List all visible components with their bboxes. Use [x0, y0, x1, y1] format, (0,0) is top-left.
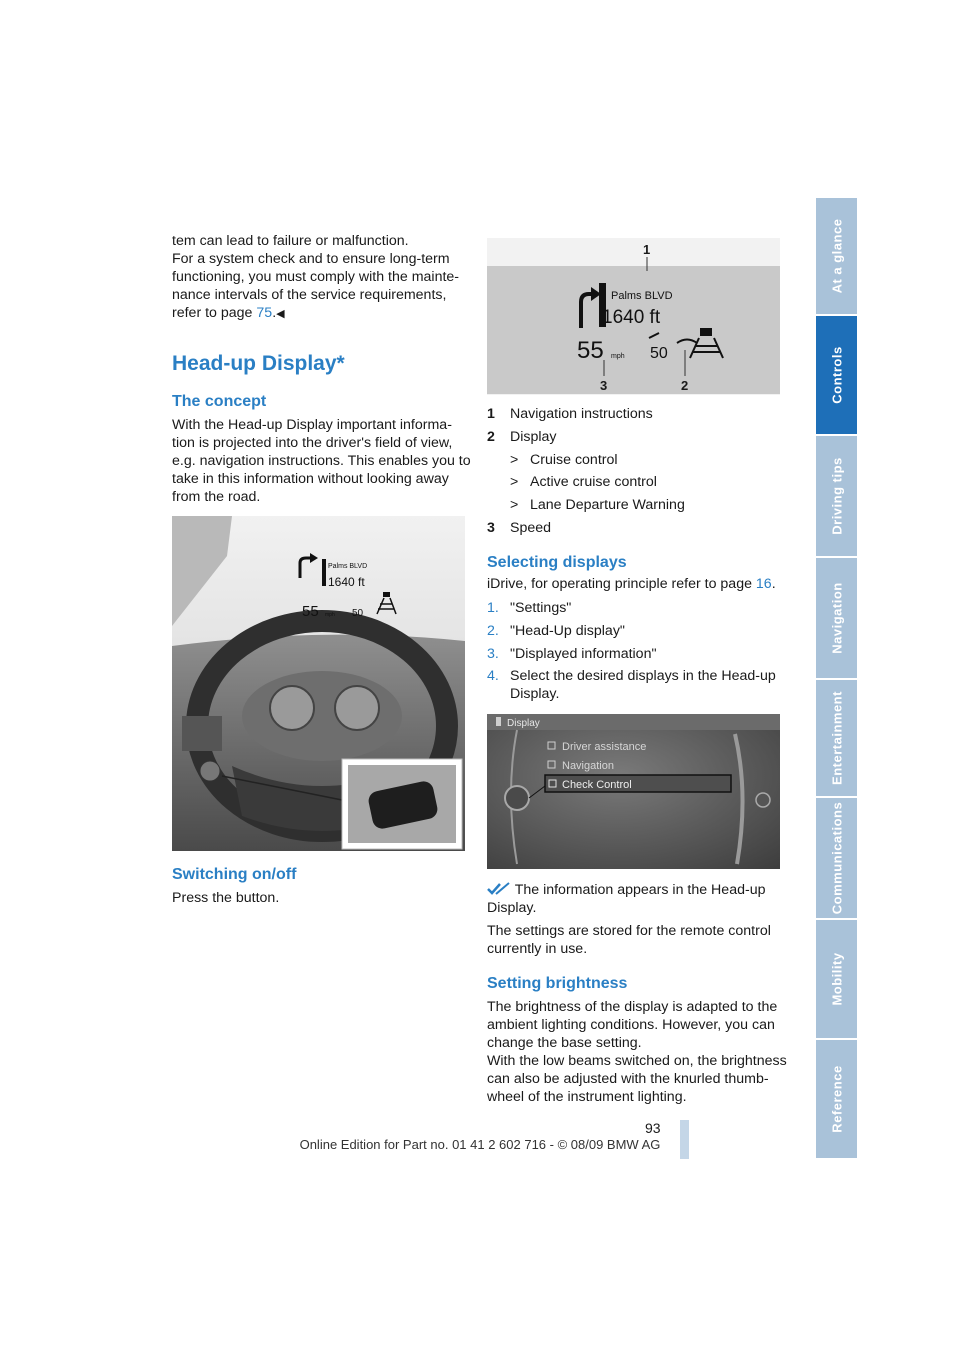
info-paragraph: The information appears in the Head-up Display.: [487, 882, 766, 916]
footer-text: Online Edition for Part no. 01 41 2 602 716 - © 08/09 BMW AG: [299, 1137, 661, 1152]
step-item: 4. Select the desired displays in the Head-up: [487, 668, 776, 684]
end-mark-icon: ◀: [276, 308, 285, 320]
switch-text: Press the button.: [172, 890, 280, 906]
steps-list: [487, 599, 787, 704]
svg-text:mph: mph: [325, 612, 335, 618]
subheading-selecting: Selecting displays: [487, 554, 627, 571]
photo-street: Palms BLVD: [328, 563, 368, 570]
screen-item-check-control: Check Control: [562, 779, 632, 791]
legend-item: 1 Navigation instructions: [487, 406, 653, 422]
selecting-intro: iDrive, for operating principle refer to page 16.: [487, 576, 776, 592]
intro-line: functioning, you must comply with the mainte-: [172, 269, 460, 285]
diagram-speed: 55: [577, 337, 604, 364]
hud-diagram: [487, 238, 780, 395]
chapter-tabs: [816, 198, 857, 1160]
subheading-concept: The concept: [172, 393, 267, 410]
idrive-screen: [487, 714, 780, 869]
subheading-switching: Switching on/off: [172, 866, 297, 883]
controller-knob-icon: [505, 786, 529, 810]
svg-text:mph: mph: [611, 353, 625, 360]
tab-navigation[interactable]: Navigation: [816, 558, 857, 680]
subheading-brightness: Setting brightness: [487, 975, 628, 992]
refer-line: refer to page 75.◀: [172, 305, 285, 321]
step-item: 1. "Settings": [487, 600, 572, 616]
section-heading: Head-up Display*: [172, 352, 345, 375]
screen-item-driver-assistance: Driver assistance: [562, 741, 647, 753]
brightness-paragraph: The brightness of the display is adapted to the ambient lighting conditions. However, you can change the base setting. With the low beams switched on, the brightness can also be adjusted with the knurled thumb- wheel of the instrument lighting.: [487, 999, 787, 1105]
diagram-distance: 1640 ft: [602, 307, 661, 328]
photo-cruise: 50: [352, 608, 364, 619]
step-item-cont: Display.: [510, 686, 560, 702]
diagram-street: Palms BLVD: [611, 290, 673, 302]
tab-entertainment[interactable]: Entertainment: [816, 680, 857, 798]
checkmark-icon: [487, 882, 511, 896]
photo-distance: 1640 ft: [328, 575, 365, 589]
cockpit-illustration: [172, 516, 465, 851]
screen-item-navigation: Navigation: [562, 760, 614, 772]
photo-speed: 55: [302, 603, 319, 620]
tab-communications[interactable]: Communications: [816, 798, 857, 920]
intro-line: nance intervals of the service requirements,: [172, 287, 447, 303]
legend-item: 3 Speed: [487, 520, 552, 536]
stored-paragraph: The settings are stored for the remote control currently in use.: [487, 923, 771, 957]
callout-2: 2: [681, 378, 689, 393]
intro-line: tem can lead to failure or malfunction.: [172, 233, 409, 249]
step-item: 2. "Head-Up display": [487, 623, 625, 639]
bullet-item: > Cruise control: [510, 452, 618, 468]
hud-cockpit-photo: [172, 516, 465, 851]
page-number: 93: [645, 1120, 661, 1136]
step-item: 3. "Displayed information": [487, 646, 657, 662]
tab-at-a-glance[interactable]: At a glance: [816, 198, 857, 316]
tab-controls[interactable]: Controls: [816, 316, 857, 436]
concept-paragraph: With the Head-up Display important informa- tion is projected into the driver's field of view, e.g. navigation instructions. This enables you to take in this information without looking away from the road.: [172, 417, 471, 505]
tab-mobility[interactable]: Mobility: [816, 920, 857, 1040]
page-link-16[interactable]: 16: [755, 576, 772, 592]
legend-item: 2 Display: [487, 429, 557, 445]
screen-title: Display: [507, 718, 540, 729]
page-link-75[interactable]: 75: [256, 305, 273, 321]
callout-3: 3: [600, 378, 608, 393]
callout-1: 1: [643, 242, 651, 257]
diagram-cruise: 50: [650, 345, 668, 362]
tab-driving-tips[interactable]: Driving tips: [816, 436, 857, 558]
bullet-item: > Active cruise control: [510, 474, 657, 490]
bullet-item: > Lane Departure Warning: [510, 497, 685, 513]
intro-line: For a system check and to ensure long-term: [172, 251, 450, 267]
intro-paragraph: [172, 232, 472, 323]
legend-list: [487, 405, 787, 535]
tab-reference[interactable]: Reference: [816, 1040, 857, 1160]
